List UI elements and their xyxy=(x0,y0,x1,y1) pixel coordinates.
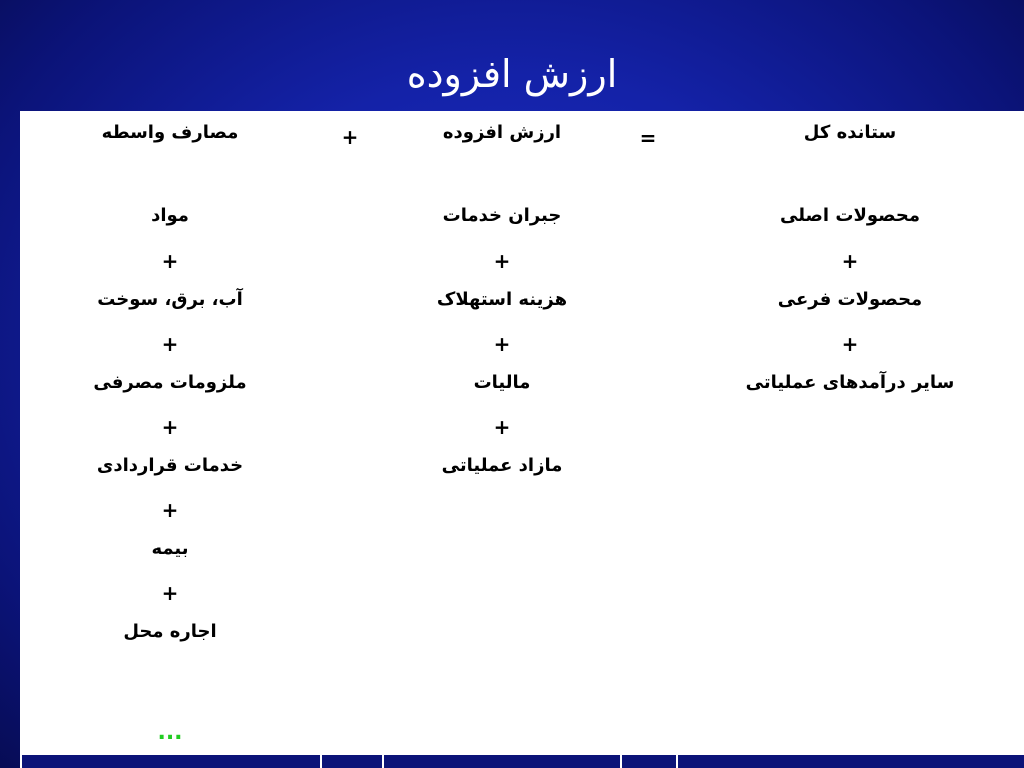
plus-sign: + xyxy=(161,498,179,522)
plus-sign: + xyxy=(493,249,511,273)
table-column-divider xyxy=(320,753,322,768)
intermediate-item: ملزومات مصرفی xyxy=(93,372,247,393)
header-intermediate-consumption: مصارف واسطه xyxy=(101,122,239,143)
table-column-divider xyxy=(382,753,384,768)
ellipsis-more: ... xyxy=(157,720,183,745)
header-total-output: ستانده کل xyxy=(803,122,897,143)
plus-sign: + xyxy=(841,249,859,273)
slide-title: ارزش افزوده xyxy=(406,52,618,96)
value-added-item: مازاد عملیاتی xyxy=(441,455,563,476)
table-bottom-strip xyxy=(20,753,1024,768)
plus-sign-header: + xyxy=(341,125,359,149)
table-column-divider xyxy=(620,753,622,768)
output-item: محصولات فرعی xyxy=(777,289,923,310)
plus-sign: + xyxy=(493,415,511,439)
intermediate-item: بیمه xyxy=(151,538,189,559)
plus-sign: + xyxy=(161,415,179,439)
table-column-divider xyxy=(676,753,678,768)
plus-sign: + xyxy=(841,332,859,356)
plus-sign: + xyxy=(161,581,179,605)
header-value-added: ارزش افزوده xyxy=(442,122,562,143)
intermediate-item: اجاره محل xyxy=(123,621,217,642)
value-added-item: هزینه استهلاک xyxy=(436,289,568,310)
intermediate-item: مواد xyxy=(151,205,189,226)
table-border-line xyxy=(20,753,1024,755)
equals-sign: = xyxy=(639,126,657,150)
value-added-item: جبران خدمات xyxy=(442,205,562,226)
plus-sign: + xyxy=(161,332,179,356)
plus-sign: + xyxy=(493,332,511,356)
plus-sign: + xyxy=(161,249,179,273)
table-column-divider xyxy=(20,753,22,768)
output-item: محصولات اصلی xyxy=(779,205,921,226)
intermediate-item: آب، برق، سوخت xyxy=(97,289,243,310)
output-item: سایر درآمدهای عملیاتی xyxy=(745,372,955,393)
intermediate-item: خدمات قراردادی xyxy=(96,455,244,476)
value-added-item: مالیات xyxy=(473,372,531,393)
